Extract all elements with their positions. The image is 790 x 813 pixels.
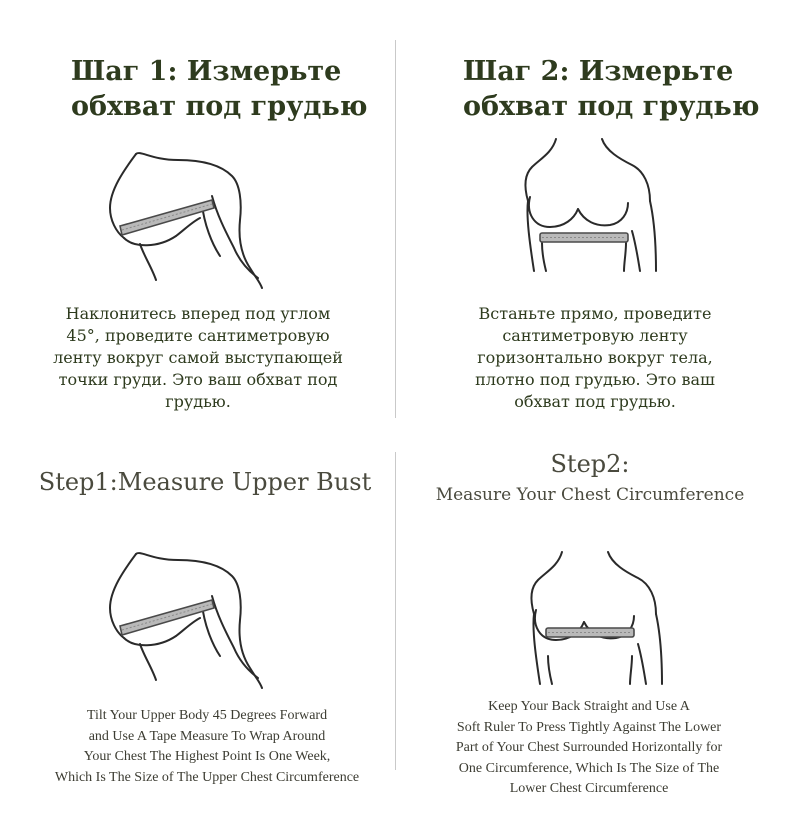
step1-ru-description-line-4: точки груди. Это ваш обхват под — [58, 370, 338, 389]
step1-ru-description-line-5: грудью. — [165, 392, 231, 411]
step2-ru-description-line-1: Встаньте прямо, проведите — [478, 304, 712, 323]
step2-ru-title-line-1: Шаг 2: Измерьте — [463, 56, 734, 87]
step2-ru-description-line-2: сантиметровую ленту — [502, 326, 688, 345]
step2-ru-description-line-5: обхват под грудью. — [514, 392, 676, 411]
leaning-forward-torso-illustration-en — [100, 540, 280, 690]
step2-en-description-line-2: Soft Ruler To Press Tightly Against The Lower — [456, 719, 722, 735]
step2-ru-description-line-3: горизонтально вокруг тела, — [477, 348, 713, 367]
step2-ru-title-line-2: обхват под грудью — [463, 91, 760, 122]
tape-measure-icon — [546, 628, 634, 637]
step1-en-description-line-1: Tilt Your Upper Body 45 Degrees Forward — [86, 708, 328, 723]
step1-ru-title-line-2: обхват под грудью — [71, 91, 368, 122]
leaning-forward-torso-illustration — [100, 140, 280, 290]
step2-ru-description — [422, 303, 768, 413]
step1-ru-description-line-3: ленту вокруг самой выступающей — [53, 348, 343, 367]
standing-torso-illustration — [520, 135, 670, 275]
step1-en-description-line-3: Your Chest The Highest Point Is One Week, — [83, 749, 331, 764]
step1-en-description — [18, 706, 396, 788]
step2-en-title-line-2: Measure Your Chest Circumference — [435, 485, 745, 505]
step1-ru-description-line-2: 45°, проведите сантиметровую — [66, 326, 330, 345]
step1-ru-description-line-1: Наклонитесь вперед под углом — [65, 304, 331, 323]
step2-en-title — [405, 448, 775, 508]
step2-en-description-line-5: Lower Chest Circumference — [509, 781, 669, 796]
step2-en-description-line-1: Keep Your Back Straight and Use A — [488, 699, 690, 714]
step1-ru-title-line-1: Шаг 1: Измерьте — [71, 56, 342, 87]
step2-en-description-line-4: One Circumference, Which Is The Size of The — [458, 760, 720, 776]
step1-ru-description — [28, 303, 368, 413]
step1-en-description-line-2: and Use A Tape Measure To Wrap Around — [88, 728, 326, 744]
step1-en-title: Step1:Measure Upper Bust — [38, 468, 372, 496]
tape-measure-icon — [540, 233, 628, 242]
step2-ru-description-line-4: плотно под грудью. Это ваш — [475, 370, 715, 389]
step1-ru-title — [71, 54, 367, 124]
vertical-divider-top — [395, 40, 396, 418]
step2-en-title-line-1: Step2: — [550, 450, 630, 478]
step2-ru-title — [463, 54, 759, 124]
step1-en-description-line-4: Which Is The Size of The Upper Chest Circumference — [54, 769, 360, 785]
step2-en-description-line-3: Part of Your Chest Surrounded Horizontally for — [455, 740, 723, 755]
step2-en-description — [402, 697, 776, 800]
standing-torso-illustration-en — [526, 548, 676, 688]
